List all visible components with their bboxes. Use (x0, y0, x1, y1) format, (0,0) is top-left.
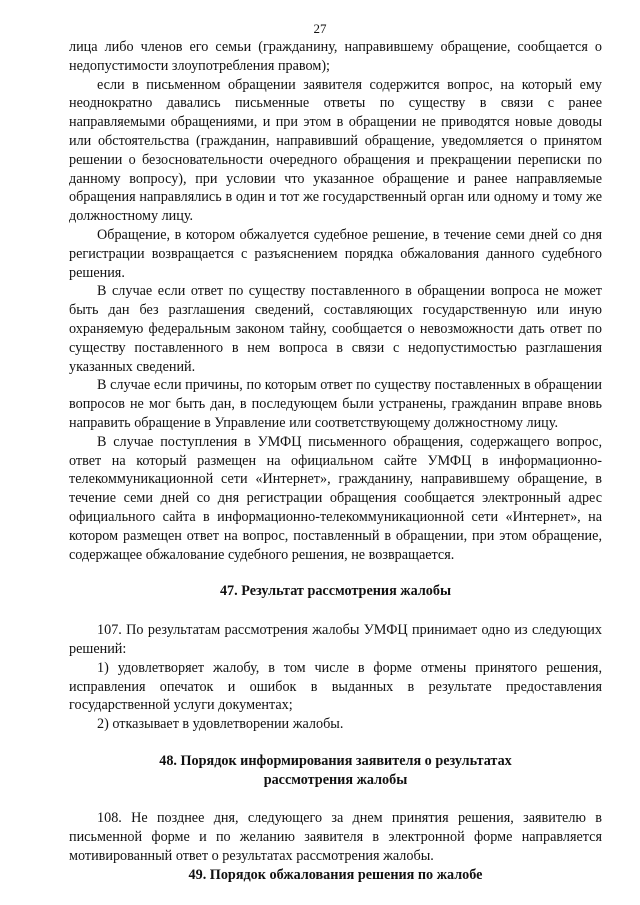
paragraph: 107. По результатам рассмотрения жалобы УМФЦ принимает одно из следующих решений: (69, 622, 602, 657)
page-number: 27 (313, 21, 327, 36)
section-heading-48 (69, 752, 602, 790)
paragraph: В случае поступления в УМФЦ письменного обращения, содержащего вопрос, ответ на который размещен на официальном сайте УМФЦ в информационно-телекоммуникационной сети «Интернет», гражданину, направившему обращение, в течение семи дней со дня регистрации обращения сообщается электронный адрес официального сайта в информационно-телекоммуникационной сети «Интернет», на котором размещен ответ на вопрос, поставленный в обращении, при этом обращение, содержащее обжалование судебного решения, не возвращается. (69, 433, 602, 563)
paragraph: 2) отказывает в удовлетворении жалобы. (97, 716, 344, 733)
section-heading-47: 47. Результат рассмотрения жалобы (219, 583, 452, 600)
section-heading-48-line2: рассмотрения жалобы (263, 771, 408, 788)
paragraph: В случае если ответ по существу поставленного в обращении вопроса не может быть дан без разглашения сведений, составляющих государственную или иную охраняемую федеральным законом тайну, сообщается о невозможности дать ответ по существу поставленного в нем вопроса в связи с недопустимостью разглашения указанных сведений. (69, 283, 602, 375)
paragraph: В случае если причины, по которым ответ по существу поставленных в обращении вопросов не мог быть дан, в последующем были устранены, гражданин вправе вновь направить обращение в Управление или соответствующему должностному лицу. (69, 377, 602, 431)
paragraph: 108. Не позднее дня, следующего за днем принятия решения, заявителю в письменной форме и по желанию заявителя в электронной форме направляется мотивированный ответ о результатах рассмотрения жалобы. (69, 810, 602, 865)
paragraph: 1) удовлетворяет жалобу, в том числе в форме отмены принятого решения, исправления опечаток и ошибок в выданных в результате предоставления государственной услуги документах; (69, 659, 602, 714)
paragraph: если в письменном обращении заявителя содержится вопрос, на который ему неоднократно давались письменные ответы по существу в связи с ранее направляемыми обращениями, и при этом в обращении не приводятся новые доводы или обстоятельства (гражданин, направивший обращение, уведомляется о принятом решении о безосновательности очередного обращения и прекращении переписки по данному вопросу), при условии что указанное обращение и ранее направляемые обращения направлялись в один и тот же государственный орган или одному и тому же должностному лицу. (69, 76, 602, 225)
page-body (69, 38, 602, 885)
paragraph: лица либо членов его семьи (гражданину, направившему обращение, сообщается о недопустимости злоупотребления правом); (69, 39, 602, 74)
paragraph: Обращение, в котором обжалуется судебное решение, в течение семи дней со дня регистрации возвращается с разъяснением порядка обжалования данного судебного решения. (69, 226, 602, 281)
section-heading-48-line1: 48. Порядок информирования заявителя о результатах (159, 752, 512, 769)
section-heading-49: 49. Порядок обжалования решения по жалобе (188, 866, 483, 883)
